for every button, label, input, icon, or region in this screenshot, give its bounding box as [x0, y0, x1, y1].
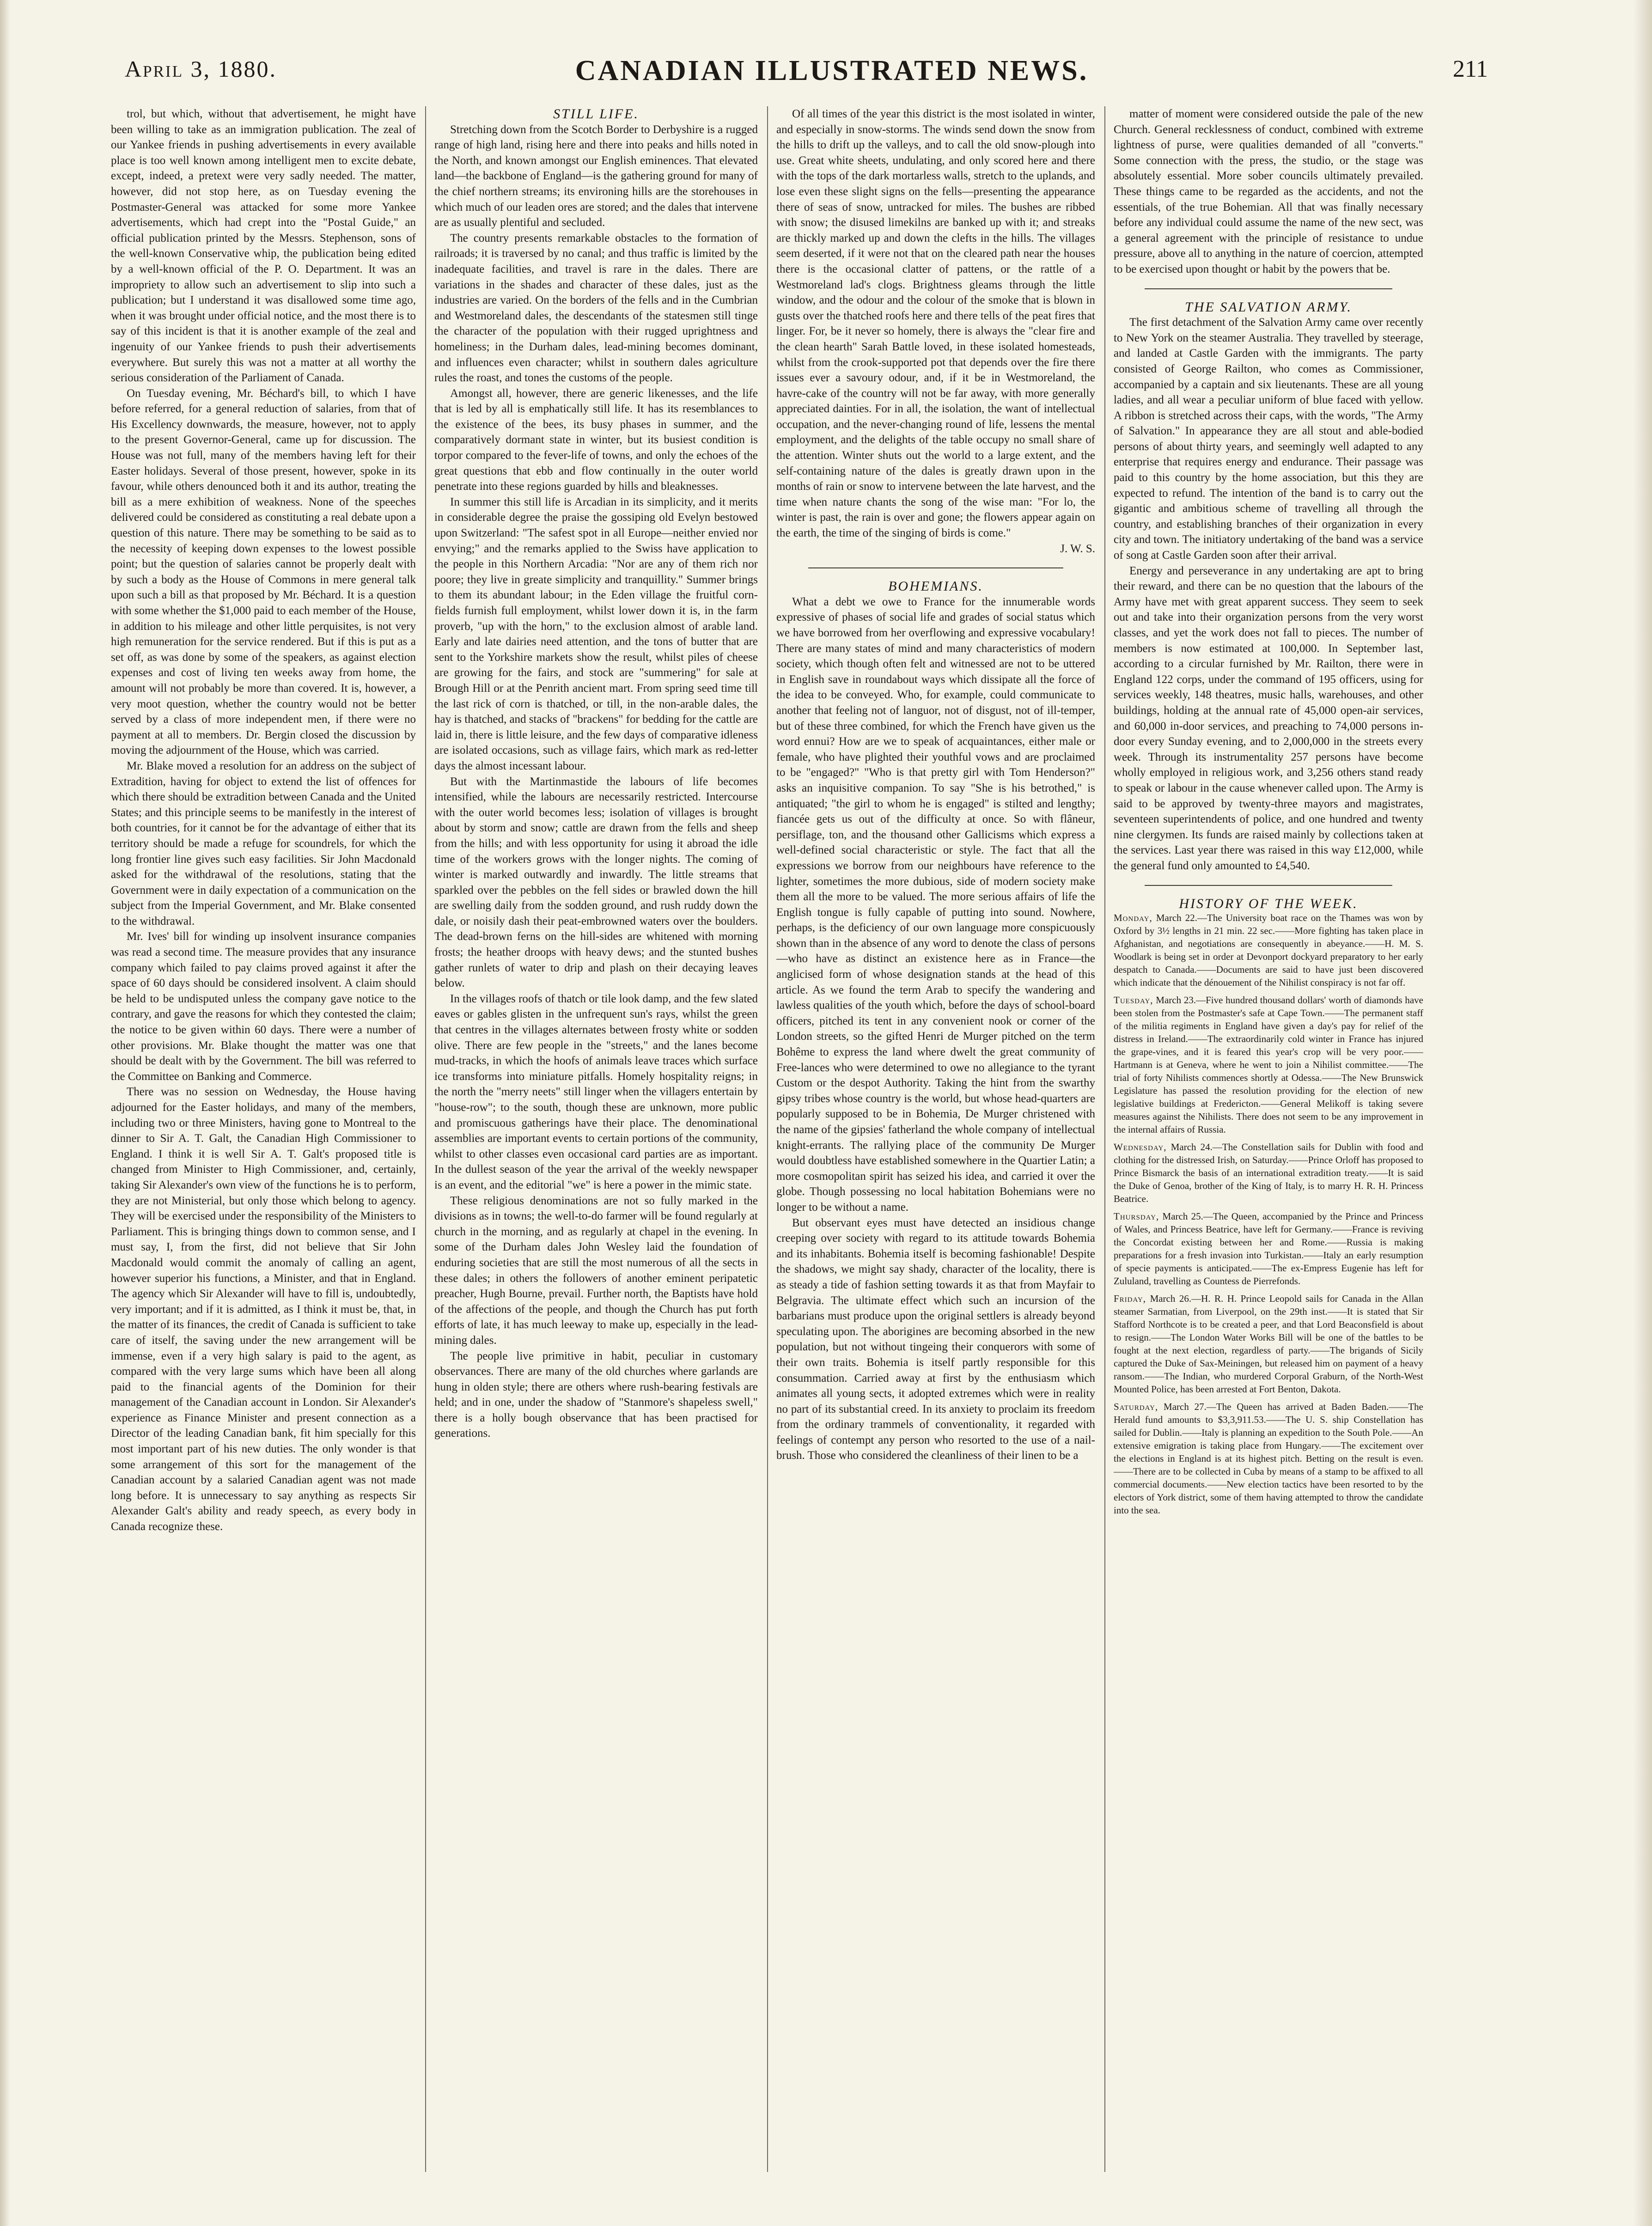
paragraph: Energy and perseverance in any undertaking are apt to bring their reward, and there can be no question that the labours of the Army have met with great apparent success. They seem to seek out and take into their organization persons from the very worst classes, and yet the work does not fall to pieces. The number of members is now estimated at 100,000. In September last, according to a circular furnished by Mr. Railton, there were in England 122 corps, under the command of 195 officers, using for services weekly, 148 theatres, music halls, warehouses, and other buildings, holding at the annual rate of 45,000 open-air services, and 60,000 in-door services, and preaching to 74,000 persons in-door every Sunday evening, and to 2,000,000 in the streets every week. Through its instrumentality 257 persons have become wholly employed in religious work, and 3,256 others stand ready to speak or labour in the cause whenever called upon. The Army is said to be approved by twenty-three mayors and magistrates, seventeen superintendents of police, and one hundred and twenty nine clergymen. Its funds are raised mainly by collections taken at the services. Last year there was raised in this way £12,000, while the general fund only amounted to £4,540.	[1114, 564, 1423, 872]
history-day: Saturday,	[1114, 1401, 1158, 1413]
issue-date: April 3, 1880.	[125, 56, 277, 82]
paragraph: Amongst all, however, there are generic likenesses, and the life that is led by all is emphatically still life. It has its resemblances to the existence of the bees, its busy phases in summer, and the comparatively dormant state in winter, but its busiest condition is torpor compared to the fever-life of towns, and only the echoes of the great questions that ebb and flow continually in the outer world penetrate into these regions guarded by hills and bleaknesses.	[434, 387, 758, 493]
article-title-bohemians: BOHEMIANS.	[888, 579, 983, 594]
author-signature: J. W. S.	[1060, 542, 1095, 555]
paragraph: Mr. Blake moved a resolution for an address on the subject of Extradition, having for object to extend the list of offences for which there should be extradition between Canada and the United States; and this principle seems to be manifestly in the interest of both countries, for it cannot be for the advantage of either that its territory should be made a refuge for scoundrels, for which the long frontier line gives such easy facilities. Sir John Macdonald asked for the withdrawal of the resolutions, stating that the Government were in daily expectation of a communication on the subject from the Imperial Government, and Mr. Blake consented to the withdrawal.	[111, 759, 416, 927]
column-2	[434, 106, 758, 2172]
paragraph: But observant eyes must have detected an insidious change creeping over society with regard to its attitude towards Bohemia and its inhabitants. Bohemia itself is becoming fashionable! Despite the shadows, we might say shady, character of the locality, there is as steady a tide of fashion setting towards it as that from Mayfair to Belgravia. The ultimate effect which such an incursion of the barbarians must produce upon the original settlers is already beyond speculating upon. The aborigines are becoming absorbed in the new population, but not without tingeing their conquerors with some of their own traits. Bohemia is itself partly responsible for this consummation. Carried away at first by the enthusiasm which animates all young sects, it adopted extremes which were in reality no part of its substantial creed. In its anxiety to proclaim its freedom from the ordinary trammels of conventionality, it regarded with feelings of contempt any person who resorted to the use of a nail-brush. Those who considered the cleanliness of their linen to be a	[776, 1216, 1095, 1462]
article-title-history-of-the-week: HISTORY OF THE WEEK.	[1179, 896, 1358, 911]
paragraph: The country presents remarkable obstacles to the formation of railroads; it is traversed by no canal; and thus traffic is limited by the inadequate facilities, and travel is rare in the dales. There are variations in the shades and character of these dales, just as the industries are varied. On the borders of the fells and in the Cumbrian and Westmoreland dales, the descendants of the statesmen still tinge the character of the population with their rugged uprightness and homeliness; in the Durham dales, lead-mining becomes dominant, and influences even character; whilst in southern dales agriculture rules the roast, and tones the customs of the people.	[434, 232, 758, 384]
paragraph: Stretching down from the Scotch Border to Derbyshire is a rugged range of high land, rising here and there into peaks and hills noted in the North, and known amongst our English eminences. That elevated land—the backbone of England—is the gathering ground for many of the chief northern streams; its environing hills are the storehouses in which much of our leaden ores are stored; and the dales that intervene are as usually plentiful and secluded.	[434, 123, 758, 229]
history-text: March 23.—Five hundred thousand dollars' worth of diamonds have been stolen from the Postmaster's safe at Cape Town.——The permanent staff of the militia regiments in England have given a day's pay for relief of the distress in Ireland.——The extraordinarily cold winter in France has injured the grape-vines, and it is feared this year's crop will be very poor.——Hartmann is at Geneva, where he went to join a Nihilist committee.——The trial of forty Nihilists commences shortly at Odessa.——The New Brunswick Legislature has passed the resolution providing for the election of new legislative buildings at Fredericton.——General Melikoff is taking severe measures against the Nihilists. There does not seem to be any improvement in the internal affairs of Russia.	[1114, 994, 1423, 1135]
section-divider	[1145, 885, 1392, 886]
section-divider	[1145, 288, 1392, 289]
history-day: Monday,	[1114, 912, 1152, 924]
history-text: March 22.—The University boat race on the Thames was won by Oxford by 3½ lengths in 21 min. 22 sec.——More fighting has taken place in Afghanistan, and negotiations are consequently in abeyance.——H. M. S. Woodlark is being set in order at Devonport dockyard preparatory to her early despatch to Canada.——Documents are said to have just been discovered which indicate that the dénouement of the Nihilist conspiracy is not far off.	[1114, 912, 1423, 988]
paragraph: What a debt we owe to France for the innumerable words expressive of phases of social life and grades of social status which we have borrowed from her overflowing and expressive vocabulary! There are many states of mind and many characteristics of modern society, which though often felt and witnessed are not to be uttered in English save in roundabout ways which dissipate all the force of the idea to be conveyed. Who, for example, could communicate to another that feeling not of languor, not of disgust, not of ill-temper, but of these three combined, for which the French have given us the word ennui? How are we to speak of acquaintances, either male or female, who have plighted their youthful vows and are proclaimed to be "engaged?" "Who is that pretty girl with Tom Henderson?" asks an inquisitive companion. To say "She is his betrothed," is antiquated; "the girl to whom he is engaged" is stilted and lengthy; fiancée gets us out of the difficulty at once. So with flâneur, persiflage, ton, and the thousand other Gallicisms which express a well-defined social characteristic or style. The fact that all the expressions we borrow from our neighbours have reference to the lighter, sometimes the more dubious, side of modern society make them all the more to be valued. The more serious affairs of life the English tongue is fully capable of putting into sound. Nowhere, perhaps, is the deficiency of our own language more conspicuously shown than in the absence of any word to denote the class of persons—who have as distinct an existence here as in France—the anglicised form of whose designation stands at the head of this article. As we found the term Arab to specify the wandering and lawless qualities of the youth which, before the days of school-board officers, pitched its tent in any convenient nook or corner of the London streets, so the gifted Henri de Murger pitched on the term Bohême to express the land where dwelt the great community of Free-lances who were determined to owe no allegiance to the tyrant Custom or the despot Authority. Taking the hint from the swarthy gipsy tribes whose country is the world, but whose head-quarters are popularly supposed to be in Bohemia, De Murger christened with the name of the gipsies' fatherland the whole company of intellectual knight-errants. The rallying place of the community De Murger would doubtless have established somewhere in the Quartier Latin; a more cosmopolitan spirit has seized his idea, and carried it over the globe. Though possessing no local habitation Bohemians were no longer to be without a name.	[776, 595, 1095, 1214]
page-header	[92, 51, 1488, 97]
column-1	[111, 106, 416, 2172]
history-day: Tuesday,	[1114, 994, 1153, 1006]
page-left-edge	[0, 0, 10, 2226]
history-entry	[1114, 911, 1423, 989]
paragraph: trol, but which, without that advertisement, he might have been willing to take as an immigration publication. The zeal of our Yankee friends in pushing advertisements in every available place is too well known among intelligent men to excite debate, except, indeed, a pretext were very sadly needed. The matter, however, did not stop here, as on Tuesday evening the Postmaster-General was attacked for some more Yankee advertisements, which had crept into the "Postal Guide," an official publication printed by the Messrs. Stephenson, sons of the well-known Conservative whip, the publication being edited by a well-known official of the P. O. Department. It was an impropriety to allow such an advertisement to slip into such a publication; but I understand it was disallowed some time ago, when it was brought under official notice, and the most there is to say of this incident is that it is another example of the zeal and ingenuity of our Yankee friends to push their advertisements everywhere. But surely this was not a matter at all worthy the serious consideration of the Parliament of Canada.	[111, 108, 416, 384]
history-entry	[1114, 1400, 1423, 1517]
history-day: Thursday,	[1114, 1211, 1159, 1222]
section-divider	[808, 567, 1063, 568]
masthead: CANADIAN ILLUSTRATED NEWS.	[575, 55, 1089, 86]
history-entries	[1114, 911, 1423, 1517]
history-text: March 27.—The Queen has arrived at Baden Baden.——The Herald fund amounts to $3,3,911.53.——The U. S. ship Constellation has sailed for Dublin.——Italy is planning an expedition to the South Pole.——An extensive emigration is taking place from Hungary.——The excitement over the elections in England is at its highest pitch. Betting on the result is even.——There are to be collected in Cuba by means of a stamp to be affixed to all commercial documents.——New election tactics have been resorted to by the electors of York district, some of them having attempted to throw the candidate into the sea.	[1114, 1401, 1423, 1516]
column-4	[1114, 106, 1423, 2172]
history-text: March 25.—The Queen, accompanied by the Prince and Princess of Wales, and Princess Beatrice, have left for Germany.——France is reviving the Concordat existing between her and Rome.——Russia is making preparations for a fresh invasion into Turkistan.——Italy an early resumption of specie payments is anticipated.——The ex-Empress Eugenie has left for Zululand, travelling as Countess de Pierrefonds.	[1114, 1211, 1423, 1287]
history-entry	[1114, 994, 1423, 1136]
paragraph: On Tuesday evening, Mr. Béchard's bill, to which I have before referred, for a general reduction of salaries, from that of His Excellency downwards, the measure, however, not to apply to the present Governor-General, came up for discussion. The House was not full, many of the members having left for their Easter holidays. Several of those present, however, spoke in its favour, while others denounced both it and its author, treating the bill as a mere exhibition of weakness. None of the speeches delivered could be considered as constituting a real debate upon a question of this nature. There may be something to be said as to the necessity of keeping down expenses to the lowest possible point; but the question of salaries cannot be properly dealt with by such a body as the House of Commons in mere general talk upon such a bill as that proposed by Mr. Béchard. It is a question with some whether the $1,000 paid to each member of the House, in addition to his mileage and other little perquisites, is not very high remuneration for the service rendered. But if this is put as a set off, as was done by some of the speakers, as against election expenses and cost of living ten weeks away from home, the amount will not probably be more than covered. It is, however, a very moot question, whether the country would not be better served by a class of more independent men, if there were no payment at all to members. Dr. Bergin closed the discussion by moving the adjournment of the House, which was carried.	[111, 387, 416, 757]
paragraph: matter of moment were considered outside the pale of the new Church. General recklessness of conduct, combined with extreme lightness of purse, were qualities demanded of all "converts." Some connection with the press, the studio, or the stage was absolutely essential. More sober councils ultimately prevailed. These things came to be regarded as the accidents, and not the essentials, of the true Bohemian. All that was finally necessary before any individual could assume the name of the new sect, was a general agreement with the principle of resistance to undue pressure, above all to anything in the nature of coercion, attempted to be exercised upon thought or habit by the powers that be.	[1114, 108, 1423, 275]
history-day: Wednesday,	[1114, 1141, 1167, 1153]
page-number: 211	[1452, 56, 1488, 82]
history-text: March 24.—The Constellation sails for Dublin with food and clothing for the distressed Irish, on Saturday.——Prince Orloff has proposed to Prince Bismarck the basis of an international extradition treaty.——It is said the Duke of Genoa, brother of the King of Italy, is to marry H. R. H. Princess Beatrice.	[1114, 1141, 1423, 1205]
article-title-still-life: STILL LIFE.	[553, 106, 639, 122]
article-title-salvation-army: THE SALVATION ARMY.	[1185, 299, 1352, 315]
page-right-edge	[1634, 0, 1652, 2226]
history-day: Friday,	[1114, 1293, 1146, 1305]
history-text: March 26.—H. R. H. Prince Leopold sails for Canada in the Allan steamer Sarmatian, from Liverpool, on the 29th inst.——It is stated that Sir Stafford Northcote is to be created a peer, and that Lord Beaconsfield is about to resign.——The London Water Works Bill will be one of the battles to be fought at the next election, regardless of party.——The brigands of Sicily captured the Duke of Sax-Meiningen, but released him on payment of a heavy ransom.——The Indian, who murdered Corporal Graburn, of the North-West Mounted Police, has been arrested at Fort Benton, Dakota.	[1114, 1293, 1423, 1395]
column-rule	[425, 106, 426, 2172]
history-entry	[1114, 1210, 1423, 1287]
paragraph: The people live primitive in habit, peculiar in customary observances. There are many of the old churches where garlands are hung in olden style; there are others where rush-bearing festivals are held; and in one, under the shadow of "Stanmore's shapeless swell," there is a holly bough observance that has been practised for generations.	[434, 1349, 758, 1440]
column-rule	[1104, 106, 1105, 2172]
paragraph: But with the Martinmastide the labours of life becomes intensified, while the labours are necessarily restricted. Intercourse with the outer world becomes less; isolation of villages is brought about by storm and snow; cattle are drawn from the fells and sheep from the hills; and with less opportunity for using it abroad the idle time of the workers grows with the longer nights. The coming of winter is marked outwardly and inwardly. The little streams that sparkled over the pebbles on the fell sides or brawled down the hill are swelling daily from the sodden ground, and rush ruddy down the dale, or noisily dash their peat-embrowned waters over the boulders. The dead-brown ferns on the hill-sides are whitened with morning frosts; the heather droops with heavy dews; and the stunted bushes gather runlets of water to drip and plash on their decaying leaves below.	[434, 775, 758, 990]
column-3	[776, 106, 1095, 2172]
article-columns	[111, 106, 1423, 2186]
paragraph: Mr. Ives' bill for winding up insolvent insurance companies was read a second time. The measure provides that any insurance company which failed to pay claims proved against it after the space of 60 days should be considered insolvent. A claim should be held to be undisputed unless the company gave notice to the contrary, and gave the reasons for which they contested the claim; the notice to be given within 60 days. There were a number of other provisions. Mr. Blake thought the matter was one that should be dealt with by the Government. The bill was referred to the Committee on Banking and Commerce.	[111, 930, 416, 1083]
paragraph: Of all times of the year this district is the most isolated in winter, and especially in snow-storms. The winds send down the snow from the hills to drift up the valleys, and to call the old snow-plough into use. Great white sheets, undulating, and only scored here and there with the tops of the dark mortarless walls, stretch to the uplands, and lose even these slight signs on the fells—presenting the appearance there of seas of snow, untracked for miles. The bushes are ribbed with snow; the disused limekilns are banked up with it; and streaks are thickly marked up and down the clefts in the hills. The villages seem deserted, if it were not that on the cleared path near the houses there is the occasional clatter of pattens, or the rattle of a Westmoreland lad's clogs. Brightness gleams through the little window, and the odour and the colour of the smoke that is blown in gusts over the thatched roofs here and there tells of the peat fires that linger. For, be it never so homely, there is always the "clear fire and the clean hearth" Sarah Battle loved, in these isolated homesteads, whilst from the crook-supported pot that depends over the fire there issues ever a savoury odour, and, if it be in Westmoreland, the havre-cake of the country will not be far away, with more generally appreciated dainties. For in all, the isolation, the want of intellectual occupation, and the never-changing round of life, lessens the mental employment, and the delights of the table occupy no small share of the attention. Winter shuts out the world to a large extent, and the self-containing nature of the dales is greatly drawn upon in the months of rain or snow to intervene between the late harvest, and the time when nature chants the song of the wise man: "For lo, the winter is past, the rain is over and gone; the flowers appear again on the earth, the time of the singing of birds is come."	[776, 108, 1095, 540]
history-entry	[1114, 1292, 1423, 1396]
paragraph: In summer this still life is Arcadian in its simplicity, and it merits in considerable degree the praise the gossiping old Evelyn bestowed upon Switzerland: "The safest spot in all Europe—neither envied nor envying;" and the remarks applied to the Swiss have application to the people in this Northern Arcadia: "Nor are any of them rich nor poore; they live in greate simplicity and tranquillity." Summer brings to them its abundant labour; in the Eden village the fruitful corn-fields furnish full employment, whilst lower down it is, in the farm proverb, "up with the horn," to the exclusion almost of arable land. Early and late dairies need attention, and the tons of butter that are sent to the Yorkshire markets show the result, whilst piles of cheese are growing for the fairs, and stock are "summering" for sale at Brough Hill or at the Penrith ancient mart. From spring seed time till the last rick of corn is thatched, or till, in the non-arable dales, the hay is thatched, and stacks of "brackens" for bedding for the cattle are laid in, there is little leisure, and the few days of comparative idleness are isolated occasions, such as village fairs, which mark as red-letter days the almost incessant labour.	[434, 495, 758, 772]
paragraph: There was no session on Wednesday, the House having adjourned for the Easter holidays, and many of the members, including two or three Ministers, having gone to Montreal to the dinner to Sir A. T. Galt, the Canadian High Commissioner to England. I think it is well Sir A. T. Galt's proposed title is changed from Minister to High Commissioner, and, certainly, taking Sir Alexander's own view of the functions he is to perform, they are not Ministerial, but only those which belong to agency. They will be exercised under the responsibility of the Ministers to Parliament. This is bringing things down to common sense, and I must say, I, from the first, did not believe that Sir John Macdonald would commit the anomaly of calling an agent, however superior his functions, a Minister, and that in England. The agency which Sir Alexander will have to fill is, undoubtedly, very important; and if it is admitted, as I think it must be, that, in the matter of its finances, the credit of Canada is sufficient to take care of itself, the saving under the new arrangement will be immense, even if a very high salary is paid to the agent, as compared with the very large sums which have been all along paid to the financial agents of the Dominion for their management of the Canadian account in London. Sir Alexander's experience as Finance Minister and present connection as a Director of the leading Canadian bank, fit him specially for this most important part of his new duties. The only wonder is that some arrangement of this sort for the management of the Canadian account by a salaried Canadian agent was not made long before. It is unnecessary to say anything as respects Sir Alexander Galt's ability and ready speech, as every body in Canada recognize these.	[111, 1086, 416, 1533]
column-rule	[767, 106, 768, 2172]
history-entry	[1114, 1140, 1423, 1205]
paragraph: The first detachment of the Salvation Army came over recently to New York on the steamer Australia. They travelled by steerage, and landed at Castle Garden with the immigrants. The party consisted of George Railton, who comes as Commissioner, accompanied by a captain and six lieutenants. These are all young ladies, and all wear a peculiar uniform of blue faced with yellow. A ribbon is stretched across their caps, with the words, "The Army of Salvation." In appearance they are all stout and able-bodied persons of about thirty years, and seemingly well adapted to any enterprise that requires energy and endurance. Their passage was paid to this country by the home association, but this they are expected to refund. The intention of the band is to carry out the gigantic and ambitious scheme of travelling all through the country, and establishing branches of their organization in every city and town. The initiatory undertaking of the band was a service of song at Castle Garden soon after their arrival.	[1114, 316, 1423, 562]
paragraph: These religious denominations are not so fully marked in the divisions as in towns; the well-to-do farmer will be found regularly at church in the morning, and as regularly at chapel in the evening. In some of the Durham dales John Wesley laid the foundation of enduring societies that are still the most numerous of all the sects in these dales; in others the followers of another eminent peripatetic preacher, Hugh Bourne, prevail. Further north, the Baptists have hold of the affections of the people, and though the Church has put forth efforts of late, it has much leeway to make up, especially in the lead-mining dales.	[434, 1194, 758, 1347]
paragraph: In the villages roofs of thatch or tile look damp, and the few slated eaves or gables glisten in the unfrequent sun's rays, whilst the green that centres in the villages alternates between frosty white or sodden olive. There are few people in the "streets," and the lanes become mud-tracks, in which the hoofs of animals leave traces which surface ice transforms into miniature pitfalls. Homely hospitality reigns; in the north the "merry neets" still linger when the villagers entertain by "house-row"; to the south, though these are unknown, more public and promiscuous gatherings have their place. The denominational assemblies are important events to certain portions of the community, whilst to other classes even occasional card parties are as important. In the dullest season of the year the arrival of the weekly newspaper is an event, and the editorial "we" is here a power in the mimic state.	[434, 992, 758, 1191]
